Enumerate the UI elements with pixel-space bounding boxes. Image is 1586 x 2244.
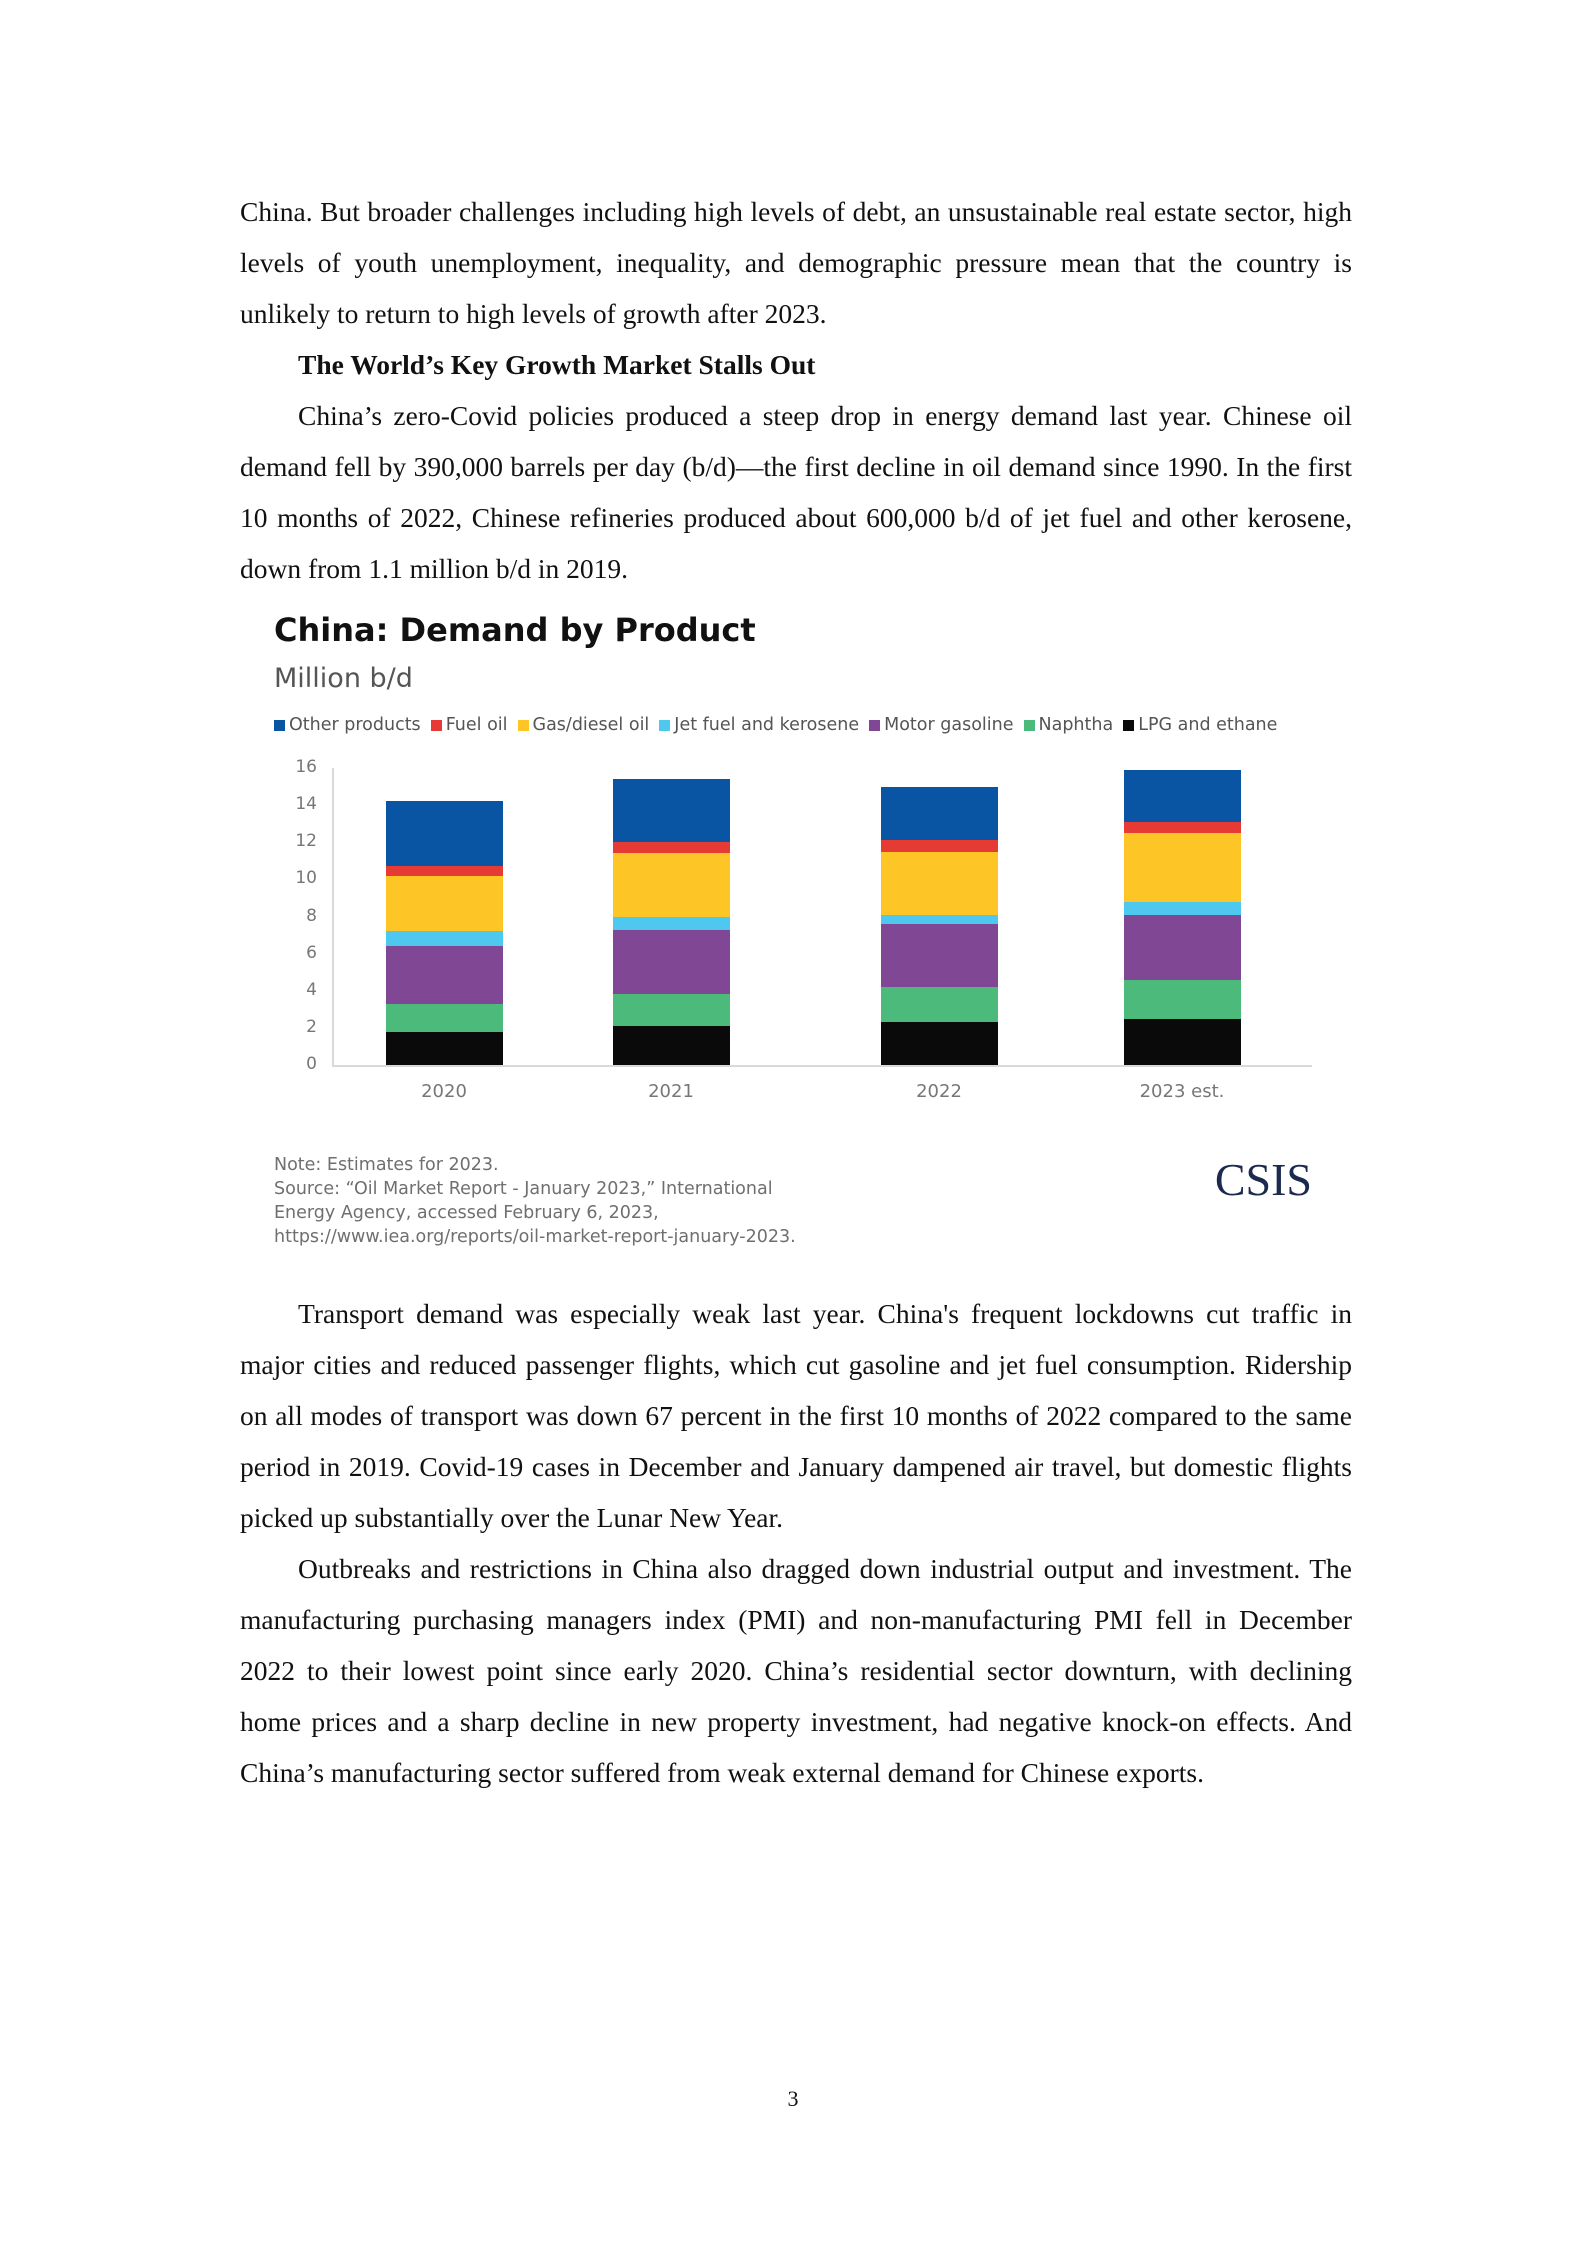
chart-note xyxy=(274,1153,796,1249)
intro-text xyxy=(240,186,1352,594)
y-tick-label: 10 xyxy=(295,868,317,889)
csis-logo: CSIS xyxy=(1214,1154,1312,1205)
bar-segment xyxy=(386,801,503,866)
source-line-2: Energy Agency, accessed February 6, 2023, xyxy=(274,1203,659,1223)
bar-segment xyxy=(613,994,730,1026)
bar-2021 xyxy=(613,779,730,1065)
chart-subtitle: Million b/d xyxy=(274,663,413,694)
y-tick-label: 12 xyxy=(295,831,317,852)
bar-segment xyxy=(881,840,998,851)
y-tick-label: 0 xyxy=(306,1054,317,1074)
legend-label: LPG and ethane xyxy=(1138,715,1278,735)
y-tick-label: 14 xyxy=(295,794,317,815)
source-line-1: Source: “Oil Market Report - January 2023,” International xyxy=(274,1179,773,1199)
bar-segment xyxy=(386,946,503,1004)
bar-segment xyxy=(1124,902,1241,915)
x-axis-line xyxy=(332,1065,1312,1067)
section-heading: The World’s Key Growth Market Stalls Out xyxy=(298,349,816,380)
bar-segment xyxy=(1124,833,1241,902)
x-tick-label: 2023 est. xyxy=(1139,1081,1225,1102)
bar-segment xyxy=(1124,980,1241,1019)
bar-2022 xyxy=(881,787,998,1065)
bar-segment xyxy=(1124,915,1241,980)
bar-2023-est xyxy=(1124,770,1241,1065)
bar-2020 xyxy=(386,801,503,1065)
x-tick-label: 2021 xyxy=(648,1081,694,1102)
x-tick-label: 2020 xyxy=(421,1081,467,1102)
bar-segment xyxy=(881,915,998,924)
bar-segment xyxy=(613,779,730,842)
legend-label: Naphtha xyxy=(1038,715,1114,735)
y-tick-label: 8 xyxy=(306,905,317,926)
source-line-3: https://www.iea.org/reports/oil-market-report-january-2023. xyxy=(274,1227,796,1247)
legend-label: Jet fuel and kerosene xyxy=(674,715,860,735)
bar-segment xyxy=(1124,770,1241,822)
chart-title: China: Demand by Product xyxy=(274,611,756,649)
demand-by-product-chart xyxy=(270,605,1340,1255)
bar-segment xyxy=(881,852,998,915)
bar-segment xyxy=(881,787,998,841)
note-text: Note: Estimates for 2023. xyxy=(274,1155,499,1175)
x-tick-label: 2022 xyxy=(916,1081,962,1102)
intro-paragraph: China. But broader challenges including high levels of debt, an unsustainable real estate sector, high levels of youth unemployment, inequality, and demographic pressure mean that the country is unlikely to return to high levels of growth after 2023. xyxy=(240,196,1352,329)
y-tick-label: 2 xyxy=(306,1016,317,1037)
paragraph-industry: Outbreaks and restrictions in China also dragged down industrial output and investment. The manufacturing purchasing managers index (PMI) and non-manufacturing PMI fell in December 2022 to their lowest point since early 2020. China’s residential sector downturn, with declining home prices and a sharp decline in new property investment, had negative knock-on effects. And China’s manufacturing sector suffered from weak external demand for Chinese exports. xyxy=(240,1553,1352,1788)
bar-segment xyxy=(613,1026,730,1065)
bar-segment xyxy=(1124,1019,1241,1065)
bar-segment xyxy=(881,987,998,1022)
bar-segment xyxy=(613,917,730,930)
y-tick-label: 4 xyxy=(306,979,317,1000)
bar-segment xyxy=(386,1004,503,1032)
bar-segment xyxy=(1124,822,1241,833)
legend-label: Other products xyxy=(289,715,421,735)
bar-segment xyxy=(386,876,503,932)
y-tick-label: 16 xyxy=(295,757,317,777)
y-axis-line xyxy=(332,768,334,1066)
bar-segment xyxy=(881,1022,998,1065)
legend-label: Motor gasoline xyxy=(884,715,1014,735)
bar-segment xyxy=(386,866,503,875)
bar-segment xyxy=(386,931,503,946)
y-tick-label: 6 xyxy=(306,942,317,963)
legend-label: Gas/diesel oil xyxy=(532,715,650,735)
paragraph-oil-demand: China’s zero-Covid policies produced a steep drop in energy demand last year. Chinese oil demand fell by 390,000 barrels per day (b/d)—the first decline in oil demand since 1990. In the first 10 months of 2022, Chinese refineries produced about 600,000 b/d of jet fuel and other kerosene, down from 1.1 million b/d in 2019. xyxy=(240,400,1352,584)
page-number: 3 xyxy=(787,2086,799,2111)
bar-segment xyxy=(613,930,730,995)
body-text xyxy=(240,1288,1352,1798)
bar-segment xyxy=(613,853,730,916)
bar-segment xyxy=(613,842,730,853)
bar-segment xyxy=(386,1032,503,1065)
bar-segment xyxy=(881,924,998,987)
legend-label: Fuel oil xyxy=(445,715,508,735)
paragraph-transport: Transport demand was especially weak last year. China's frequent lockdowns cut traffic in major cities and reduced passenger flights, which cut gasoline and jet fuel consumption. Ridership on all modes of transport was down 67 percent in the first 10 months of 2022 compared to the same period in 2019. Covid-19 cases in December and January dampened air travel, but domestic flights picked up substantially over the Lunar New Year. xyxy=(240,1298,1352,1533)
